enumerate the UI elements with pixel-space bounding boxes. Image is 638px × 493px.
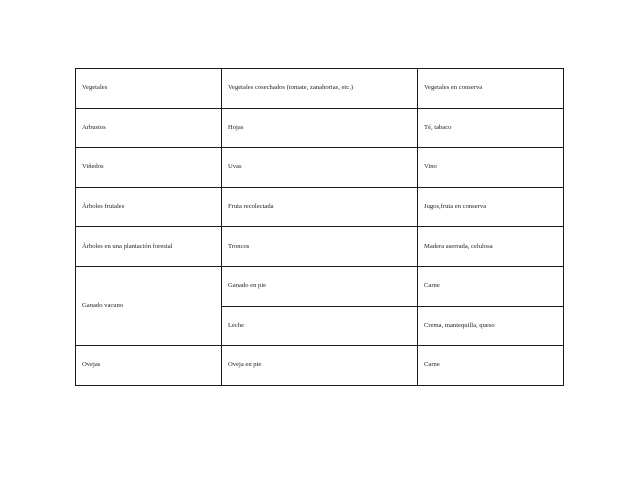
table-row: [76, 108, 564, 148]
product-cell: Hojas: [222, 108, 418, 148]
products-table: [75, 68, 564, 386]
product-cell: Uvas: [222, 148, 418, 188]
table-row: [76, 227, 564, 267]
source-cell-cattle: Ganado vacuno: [76, 266, 222, 345]
product-cell: Oveja en pie: [222, 346, 418, 386]
processed-cell: Crema, mantequilla, queso: [418, 306, 564, 346]
product-cell: Troncos: [222, 227, 418, 267]
processed-cell: Vegetales en conserva: [418, 69, 564, 109]
source-cell: Viñedos: [76, 148, 222, 188]
processed-cell: Vino: [418, 148, 564, 188]
product-cell: Ganado en pie: [222, 266, 418, 306]
source-cell: Árboles en una plantación forestal: [76, 227, 222, 267]
table-row: [76, 346, 564, 386]
processed-cell: Té, tabaco: [418, 108, 564, 148]
source-cell: Arbustos: [76, 108, 222, 148]
processed-cell: Madera aserrada, celulosa: [418, 227, 564, 267]
product-cell: Leche: [222, 306, 418, 346]
table-row: [76, 148, 564, 188]
table-row: [76, 187, 564, 227]
processed-cell: Carne: [418, 266, 564, 306]
source-cell: Árboles frutales: [76, 187, 222, 227]
product-cell: Fruta recolectada: [222, 187, 418, 227]
product-cell: Vegetales cosechados (tomate, zanahorias, etc.): [222, 69, 418, 109]
table-row: [76, 69, 564, 109]
source-cell: Vegetales: [76, 69, 222, 109]
processed-cell: Carne: [418, 346, 564, 386]
table-row: [76, 266, 564, 306]
processed-cell: Jugos,fruta en conserva: [418, 187, 564, 227]
source-cell: Ovejas: [76, 346, 222, 386]
